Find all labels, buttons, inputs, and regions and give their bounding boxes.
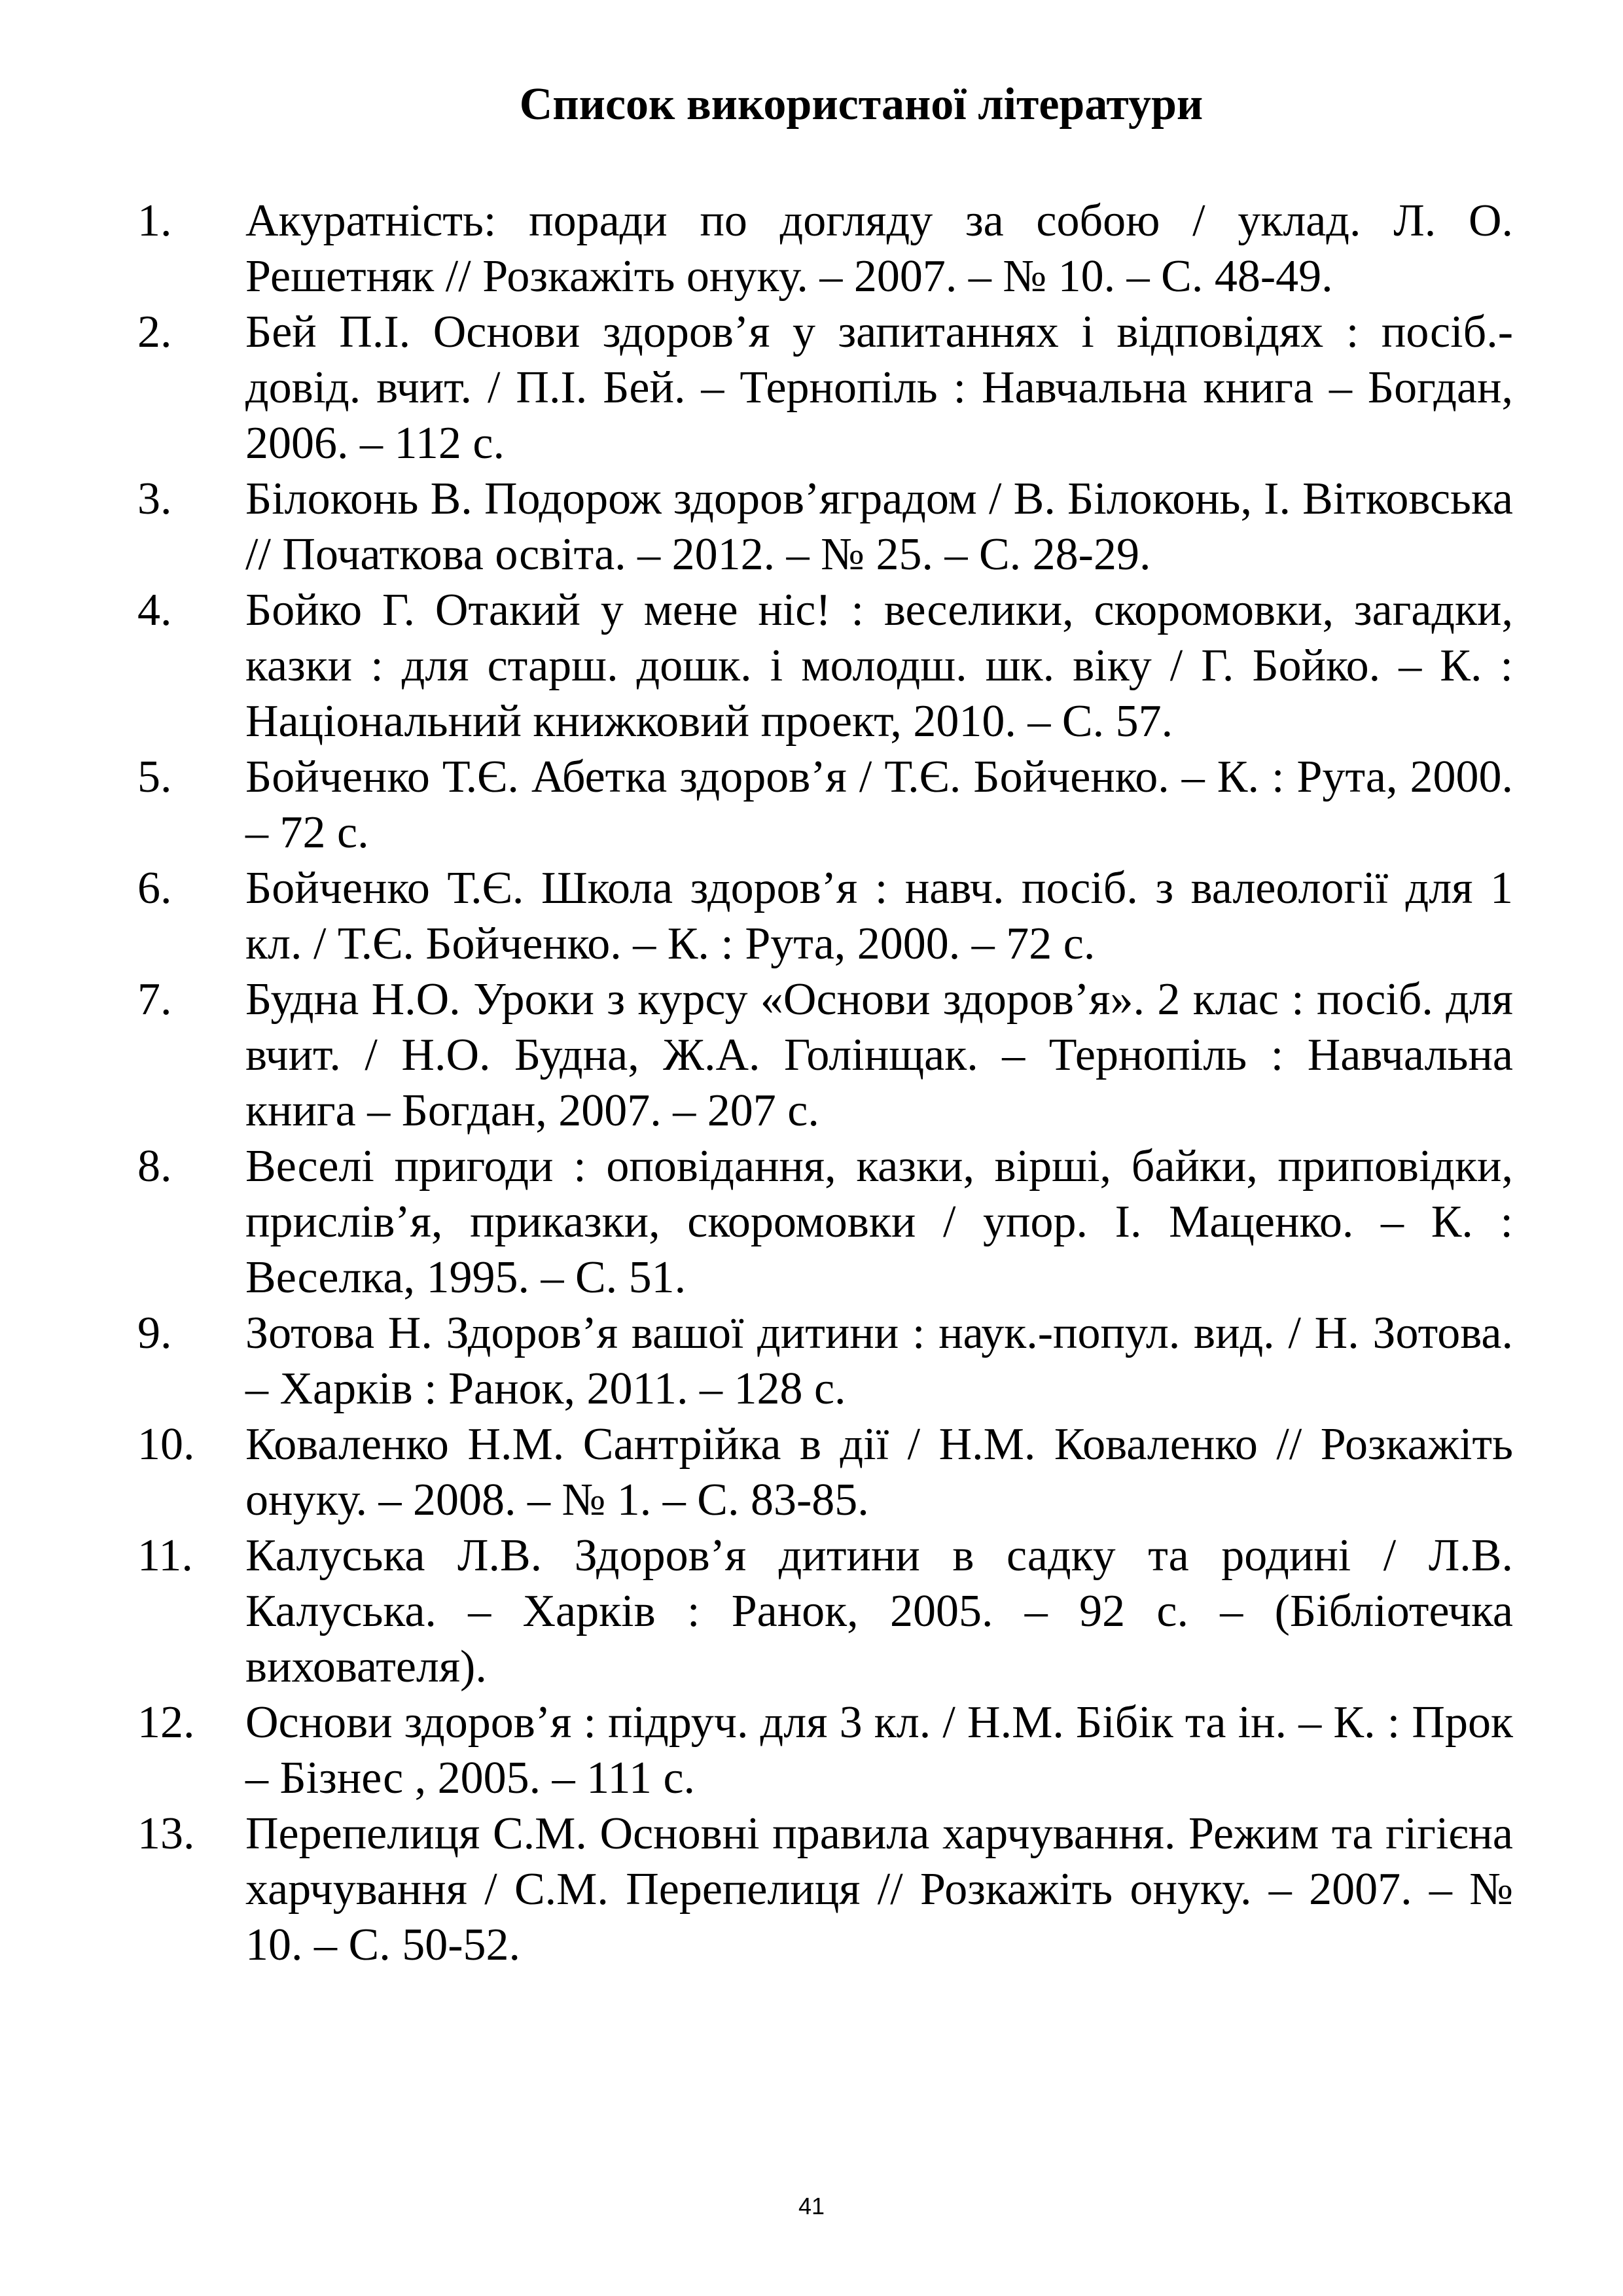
reference-number: 10. — [137, 1419, 195, 1470]
reference-number: 4. — [137, 585, 172, 635]
reference-number: 11. — [137, 1530, 193, 1581]
reference-number: 12. — [137, 1697, 195, 1748]
reference-text: Бойченко Т.Є. Абетка здоров’я / Т.Є. Бойченко. – К. : Рута, 2000. – 72 с. — [245, 752, 1513, 858]
reference-number: 7. — [137, 974, 172, 1025]
reference-number: 8. — [137, 1141, 172, 1192]
reference-item-4 — [137, 582, 1513, 749]
reference-text: Будна Н.О. Уроки з курсу «Основи здоров’я». 2 клас : посіб. для вчит. / Н.О. Будна, Ж.А. Голінщак. – Тернопіль : Навчальна книга – Богдан, 2007. – 207 с. — [245, 974, 1513, 1136]
reference-text: Перепелиця С.М. Основні правила харчування. Режим та гігієна харчування / С.М. Перепелиця // Розкажіть онуку. – 2007. – № 10. – С. 50-52. — [245, 1809, 1513, 1970]
reference-item-5 — [137, 749, 1513, 860]
reference-text: Бойченко Т.Є. Школа здоров’я : навч. посіб. з валеології для 1 кл. / Т.Є. Бойченко. – К. : Рута, 2000. – 72 с. — [245, 863, 1513, 969]
reference-number: 5. — [137, 752, 172, 802]
reference-text: Бойко Г. Отакий у мене ніс! : веселики, скоромовки, загадки, казки : для старш. дошк. і молодш. шк. віку / Г. Бойко. – К. : Національний книжковий проект, 2010. – С. 57. — [245, 585, 1513, 747]
reference-text: Основи здоров’я : підруч. для 3 кл. / Н.М. Бібік та ін. – К. : Прок – Бізнес , 2005. – 111 с. — [245, 1697, 1513, 1803]
reference-item-12 — [137, 1695, 1513, 1806]
reference-item-6 — [137, 860, 1513, 972]
reference-item-13 — [137, 1806, 1513, 1973]
reference-number: 3. — [137, 474, 172, 524]
reference-text: Веселі пригоди : оповідання, казки, вірші, байки, приповідки, прислів’я, приказки, скоромовки / упор. І. Маценко. – К. : Веселка, 1995. – С. 51. — [245, 1141, 1513, 1303]
reference-text: Коваленко Н.М. Сантрійка в дії / Н.М. Коваленко // Розкажіть онуку. – 2008. – № 1. – С. 83-85. — [245, 1419, 1513, 1525]
reference-number: 2. — [137, 307, 172, 357]
reference-list — [137, 193, 1513, 1973]
reference-text: Білоконь В. Подорож здоров’яградом / В. Білоконь, І. Вітковська // Початкова освіта. – 2012. – № 25. – С. 28-29. — [245, 474, 1513, 580]
reference-number: 6. — [137, 863, 172, 913]
reference-item-11 — [137, 1528, 1513, 1695]
page-title: Список використаної літератури — [519, 79, 1204, 130]
reference-number: 9. — [137, 1308, 172, 1358]
reference-number: 13. — [137, 1809, 195, 1859]
reference-item-8 — [137, 1139, 1513, 1305]
reference-item-7 — [137, 972, 1513, 1139]
reference-text: Акуратність: поради по догляду за собою / уклад. Л. О. Решетняк // Розкажіть онуку. – 2007. – № 10. – С. 48-49. — [245, 196, 1513, 302]
page-number: 41 — [798, 2193, 825, 2219]
reference-item-2 — [137, 304, 1513, 471]
reference-text: Зотова Н. Здоров’я вашої дитини : наук.-попул. вид. / Н. Зотова. – Харків : Ранок, 2011. – 128 с. — [245, 1308, 1513, 1414]
reference-item-3 — [137, 471, 1513, 582]
reference-text: Калуська Л.В. Здоров’я дитини в садку та родині / Л.В. Калуська. – Харків : Ранок, 2005. – 92 с. – (Бібліотечка вихователя). — [245, 1530, 1513, 1692]
reference-number: 1. — [137, 196, 172, 246]
reference-item-9 — [137, 1305, 1513, 1417]
reference-item-1 — [137, 193, 1513, 304]
reference-item-10 — [137, 1417, 1513, 1528]
reference-text: Бей П.І. Основи здоров’я у запитаннях і відповідях : посіб.-довід. вчит. / П.І. Бей. – Тернопіль : Навчальна книга – Богдан, 2006. – 112 с. — [245, 307, 1513, 468]
